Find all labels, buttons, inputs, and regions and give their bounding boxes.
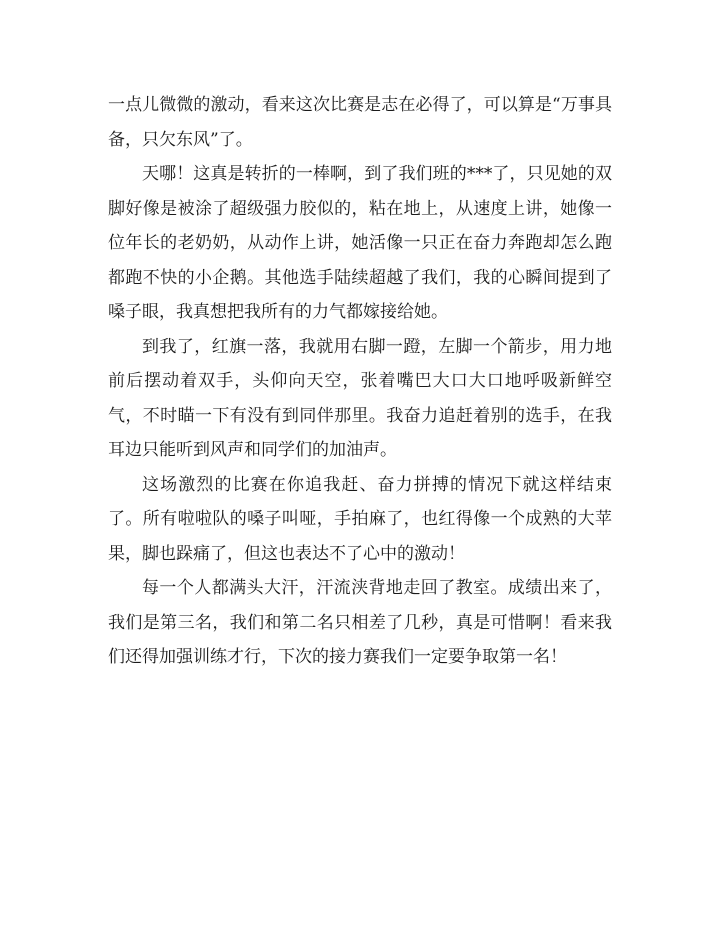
paragraph-4: 这场激烈的比赛在你追我赶、奋力拼搏的情况下就这样结束了。所有啦啦队的嗓子叫哑，手拍麻了，也红得像一个成熟的大苹果，脚也跺痛了，但这也表达不了心中的激动！ xyxy=(108,474,612,564)
paragraph-2: 天哪！这真是转折的一棒啊，到了我们班的***了，只见她的双脚好像是被涂了超级强力胶似的，粘在地上，从速度上讲，她像一位年长的老奶奶，从动作上讲，她活像一只正在奋力奔跑却怎么跑都跑不快的小企鹅。其他选手陆续超越了我们，我的心瞬间提到了嗓子眼，我真想把我所有的力气都嫁接给她。 xyxy=(108,164,612,322)
paragraph-3: 到我了，红旗一落，我就用右脚一蹬，左脚一个箭步，用力地前后摆动着双手，头仰向天空，张着嘴巴大口大口地呼吸新鲜空气，不时瞄一下有没有到同伴那里。我奋力追赶着别的选手，在我耳边只能听到风声和同学们的加油声。 xyxy=(108,336,612,460)
paragraph-1: 一点儿微微的激动，看来这次比赛是志在必得了，可以算是“万事具备，只欠东风”了。 xyxy=(108,95,612,150)
document-body xyxy=(108,88,612,675)
paragraph-5: 每一个人都满头大汗，汗流浃背地走回了教室。成绩出来了，我们是第三名，我们和第二名只相差了几秒，真是可惜啊！看来我们还得加强训练才行，下次的接力赛我们一定要争取第一名！ xyxy=(108,578,612,667)
